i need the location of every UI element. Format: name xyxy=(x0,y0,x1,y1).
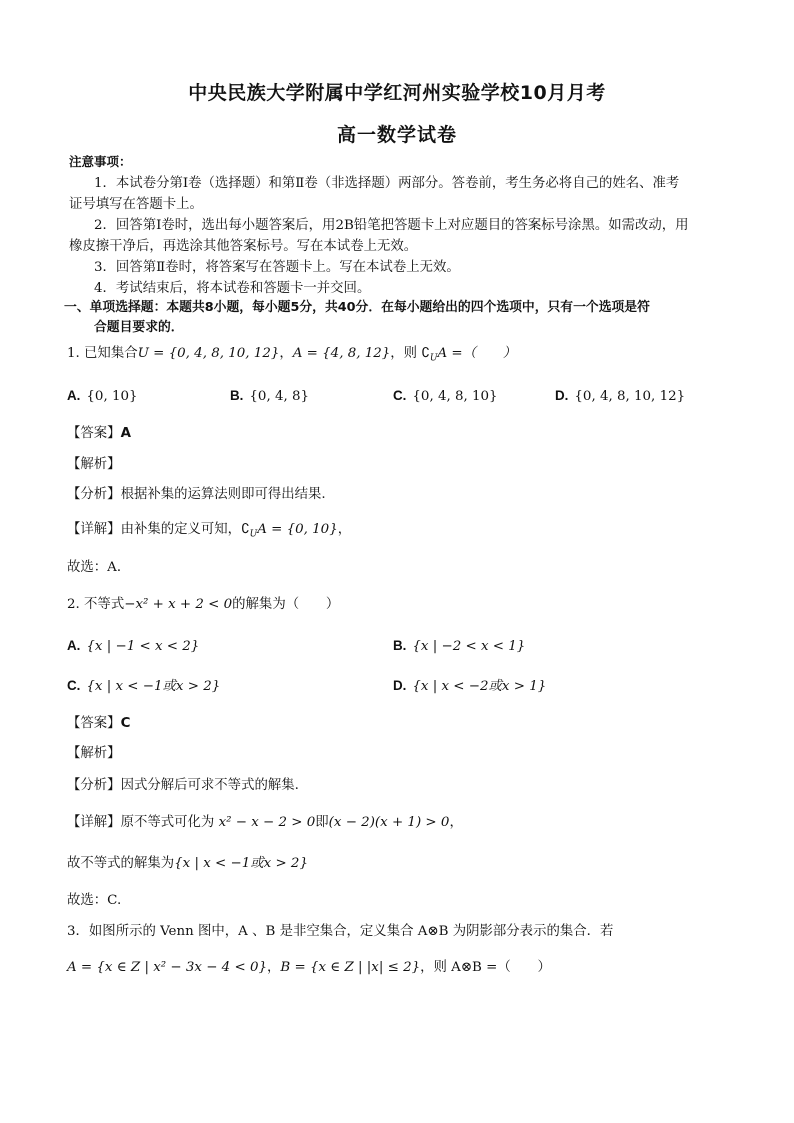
q1-detail-sub: U xyxy=(249,529,258,540)
notice-item-2a: 2．回答第Ⅰ卷时，选出每小题答案后，用2B铅笔把答题卡上对应题目的答案标号涂黑。如需改动，用 xyxy=(94,218,689,233)
q1-answer xyxy=(67,427,131,440)
q1-option-a-text: {0, 10} xyxy=(86,389,138,404)
q2-fenxi xyxy=(67,779,299,792)
q2-detail-expr2: (x − 2)(x + 1) > 0 xyxy=(328,815,450,830)
q2-fenxi-tag: 【分析】 xyxy=(67,778,121,793)
q2-answer-value: C xyxy=(120,716,131,731)
q2-option-a-label: A. xyxy=(67,638,81,653)
q1-fenxi-tag: 【分析】 xyxy=(67,487,121,502)
q2-analysis-tag: 【解析】 xyxy=(67,746,121,761)
q2-answer xyxy=(67,717,130,730)
q2-option-b-label: B. xyxy=(393,638,407,653)
q1-answer-tag: 【答案】 xyxy=(67,426,121,441)
q1-stem xyxy=(67,347,516,364)
q2-detail-tag: 【详解】 xyxy=(67,815,121,830)
q1-option-a-label: A. xyxy=(67,388,81,403)
q1-stem-end: A =（ ） xyxy=(437,346,517,361)
q2-option-d-label: D. xyxy=(393,678,407,693)
q1-fenxi-text: 根据补集的运算法则即可得出结果. xyxy=(120,487,326,502)
q1-detail-end: ， xyxy=(337,522,352,537)
q3-stem-line1: 3．如图所示的 Venn 图中，A 、B 是非空集合，定义集合 A⊗B 为阴影部分表示的集合．若 xyxy=(67,924,614,939)
exam-subtitle: 高一数学试卷 xyxy=(336,124,457,146)
q1-stem-prefix: 1. 已知集合 xyxy=(67,346,138,361)
notice-item-4: 4．考试结束后，将本试卷和答题卡一并交回。 xyxy=(94,281,371,296)
q3-set-b: B = {x ∈ Z | |x| ≤ 2} xyxy=(280,960,421,975)
q1-stem-suffix: ，则 ∁ xyxy=(390,346,430,361)
q1-stem-sub: U xyxy=(429,353,438,364)
q1-answer-value: A xyxy=(120,426,131,441)
q3-stem-end: ，则 A⊗B =（ ） xyxy=(420,960,551,975)
q2-detail-prefix: 原不等式可化为 xyxy=(120,815,219,830)
q1-analysis-tag: 【解析】 xyxy=(67,457,121,472)
q1-set-a: A = {4, 8, 12} xyxy=(292,346,391,361)
q1-option-d xyxy=(555,389,685,403)
q2-option-d xyxy=(393,679,546,693)
q3-sep: ， xyxy=(266,960,281,975)
q2-conclusion-prefix: 故不等式的解集为 xyxy=(67,856,175,871)
q2-conclusion xyxy=(67,857,308,870)
q3-stem-line2 xyxy=(67,961,551,974)
q2-option-c-text: {x | x < −1或x > 2} xyxy=(86,679,221,694)
notice-item-3: 3．回答第Ⅱ卷时，将答案写在答题卡上。写在本试卷上无效。 xyxy=(94,260,460,275)
q1-option-b-text: {0, 4, 8} xyxy=(249,389,310,404)
q2-option-b-text: {x | −2 < x < 1} xyxy=(412,639,526,654)
q2-stem-expr: −x² + x + 2 < 0 xyxy=(124,597,233,612)
q1-detail-expr: A = {0, 10} xyxy=(257,522,338,537)
q1-detail-tag: 【详解】 xyxy=(67,522,121,537)
q2-option-c-label: C. xyxy=(67,678,81,693)
notice-item-2b: 橡皮擦干净后，再选涂其他答案标号。写在本试卷上无效。 xyxy=(69,239,418,254)
q1-set-u: U = {0, 4, 8, 10, 12} xyxy=(137,346,280,361)
q1-option-c xyxy=(393,389,498,403)
q2-stem xyxy=(67,598,339,611)
q2-answer-tag: 【答案】 xyxy=(67,716,121,731)
q2-detail xyxy=(67,816,463,829)
section-heading-line2: 合题目要求的． xyxy=(94,320,184,335)
q1-option-d-label: D. xyxy=(555,388,569,403)
q2-fenxi-text: 因式分解后可求不等式的解集. xyxy=(120,778,299,793)
q1-detail xyxy=(67,523,351,540)
q3-set-a: A = {x ∈ Z | x² − 3x − 4 < 0} xyxy=(67,960,267,975)
section-heading-line1: 一、单项选择题：本题共8小题，每小题5分，共40分．在每小题给出的四个选项中，只有一个选项是符 xyxy=(64,300,650,315)
q1-sep: ， xyxy=(279,346,293,361)
q1-fenxi xyxy=(67,488,326,501)
q2-option-d-text: {x | x < −2或x > 1} xyxy=(412,679,547,694)
q1-choose: 故选：A． xyxy=(67,560,131,575)
q2-option-b xyxy=(393,639,525,653)
q2-detail-expr1: x² − x − 2 > 0 xyxy=(218,815,316,830)
q1-option-b-label: B. xyxy=(230,388,244,403)
q2-choose: 故选：C. xyxy=(67,893,122,908)
notice-item-1b: 证号填写在答题卡上。 xyxy=(69,197,203,212)
q2-stem-suffix: 的解集为（ ） xyxy=(232,597,340,612)
q1-option-c-text: {0, 4, 8, 10} xyxy=(412,389,498,404)
q2-option-c xyxy=(67,679,220,693)
q2-stem-prefix: 2. 不等式 xyxy=(67,597,125,612)
q2-detail-mid: 即 xyxy=(315,815,329,830)
q2-option-a xyxy=(67,639,199,653)
q1-detail-prefix: 由补集的定义可知，∁ xyxy=(120,522,250,537)
q2-option-a-text: {x | −1 < x < 2} xyxy=(86,639,200,654)
q2-conclusion-expr: {x | x < −1或x > 2} xyxy=(174,856,308,871)
q1-option-b xyxy=(230,389,309,403)
notice-heading: 注意事项： xyxy=(69,154,132,169)
notice-item-1a: 1．本试卷分第Ⅰ卷（选择题）和第Ⅱ卷（非选择题）两部分。答卷前，考生务必将自己的姓名、准考 xyxy=(94,176,680,191)
exam-title: 中央民族大学附属中学红河州实验学校10月月考 xyxy=(188,82,606,104)
q1-option-c-label: C. xyxy=(393,388,407,403)
q1-option-a xyxy=(67,389,138,403)
q1-option-d-text: {0, 4, 8, 10, 12} xyxy=(574,389,686,404)
q2-detail-end: ， xyxy=(449,815,463,830)
